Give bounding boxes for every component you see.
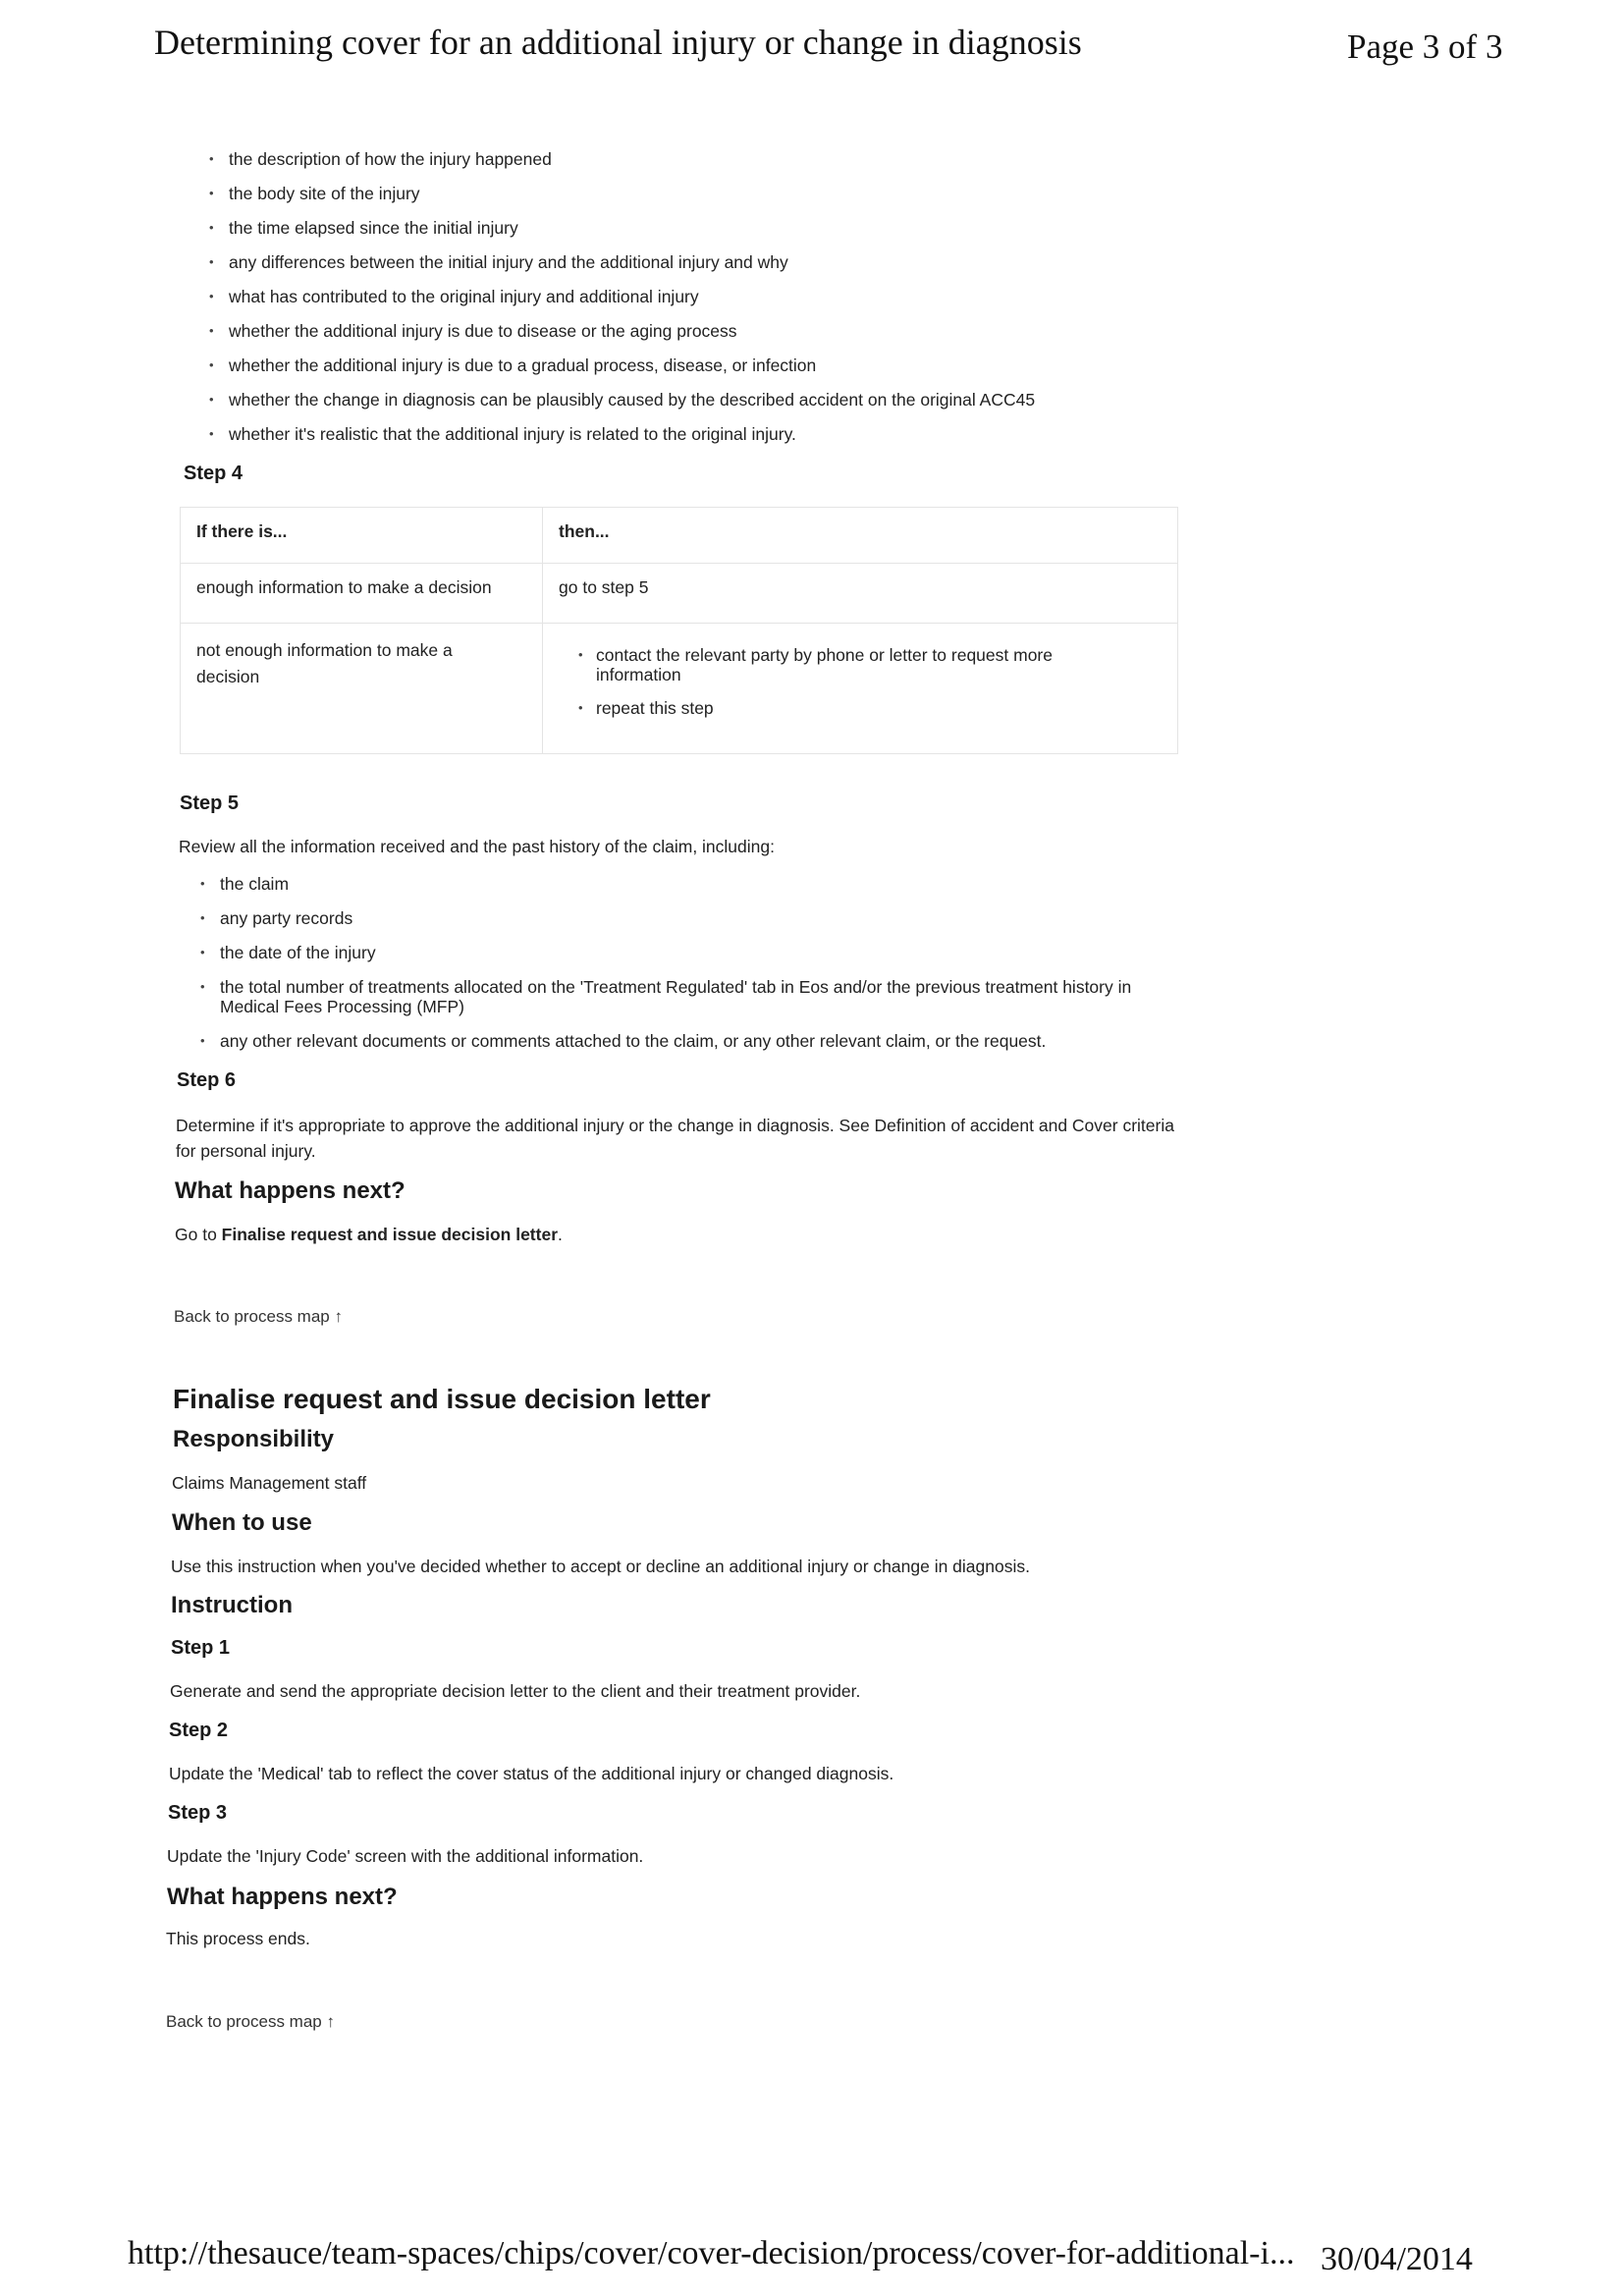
list-item: • the total number of treatments allocated on the 'Treatment Regulated' tab in Eos and/or the previous treatment history in Medical Fees Processing (MFP) [200, 977, 1163, 1016]
finalise-link[interactable]: Finalise request and issue decision letter [221, 1225, 559, 1244]
list-item: • the claim [200, 874, 1182, 894]
table-cell: go to step 5 [543, 564, 1178, 624]
step-6-heading: Step 6 [177, 1069, 237, 1091]
list-item: • the description of how the injury happened [209, 149, 1191, 169]
page-number: Page 3 of 3 [1347, 27, 1503, 66]
finalise-step-3-heading: Step 3 [168, 1802, 228, 1824]
table-row [181, 564, 1178, 624]
what-happens-next-text: Go to Finalise request and issue decision letter. [175, 1225, 563, 1244]
list-item: • what has contributed to the original injury and additional injury [209, 287, 1191, 306]
table-row [181, 624, 1178, 754]
finalise-step-1-text: Generate and send the appropriate decision letter to the client and their treatment provider. [170, 1681, 861, 1701]
list-item: • any party records [200, 908, 1182, 928]
table-header-action: then... [543, 508, 1178, 564]
finalise-what-happens-next-text: This process ends. [166, 1929, 310, 1948]
list-item: • whether the change in diagnosis can be plausibly caused by the described accident on the original ACC45 [209, 390, 1191, 410]
document-title: Determining cover for an additional injury or change in diagnosis [154, 23, 1082, 62]
step-5-heading: Step 5 [180, 793, 240, 814]
list-item: • the time elapsed since the initial injury [209, 218, 1191, 238]
step-5-intro: Review all the information received and the past history of the claim, including: [179, 837, 775, 856]
list-item: • repeat this step [578, 698, 1177, 718]
table-cell [543, 624, 1178, 754]
step-4-table [180, 507, 1178, 754]
finalise-step-1-heading: Step 1 [171, 1637, 231, 1659]
responsibility-heading: Responsibility [173, 1426, 335, 1452]
list-item: • contact the relevant party by phone or letter to request more information [578, 645, 1107, 684]
list-item: • whether the additional injury is due to disease or the aging process [209, 321, 1191, 341]
finalise-what-happens-next-heading: What happens next? [167, 1884, 398, 1910]
what-happens-next-heading: What happens next? [175, 1177, 406, 1204]
footer-url: http://thesauce/team-spaces/chips/cover/cover-decision/process/cover-for-additional-i... [128, 2235, 1295, 2271]
when-to-use-heading: When to use [172, 1509, 312, 1536]
list-item: • any differences between the initial injury and the additional injury and why [209, 252, 1191, 272]
list-item: • whether it's realistic that the additional injury is related to the original injury. [209, 424, 1191, 444]
step-6-text: Determine if it's appropriate to approve the additional injury or the change in diagnosis. See Definition of accident and Cover criteria for personal injury. [176, 1116, 1174, 1161]
step-4-heading: Step 4 [184, 463, 243, 484]
table-cell: not enough information to make a decision [181, 624, 543, 754]
step-5-list [200, 874, 1182, 1051]
list-item: • any other relevant documents or comments attached to the claim, or any other relevant claim, or the request. [200, 1031, 1182, 1051]
table-cell: enough information to make a decision [181, 564, 543, 624]
finalise-section-title: Finalise request and issue decision letter [173, 1384, 711, 1414]
considerations-list [209, 149, 1191, 444]
table-header-condition: If there is... [181, 508, 543, 564]
finalise-step-2-heading: Step 2 [169, 1720, 229, 1741]
list-item: • whether the additional injury is due to a gradual process, disease, or infection [209, 355, 1191, 375]
responsibility-text: Claims Management staff [172, 1473, 367, 1493]
action-list [543, 645, 1177, 718]
back-to-process-map-link[interactable]: Back to process map ↑ [166, 2012, 335, 2031]
finalise-step-2-text: Update the 'Medical' tab to reflect the cover status of the additional injury or changed diagnosis. [169, 1764, 894, 1783]
instruction-heading: Instruction [171, 1592, 293, 1618]
list-item: • the body site of the injury [209, 184, 1191, 203]
footer-date: 30/04/2014 [1321, 2241, 1473, 2277]
finalise-step-3-text: Update the 'Injury Code' screen with the additional information. [167, 1846, 644, 1866]
back-to-process-map-link[interactable]: Back to process map ↑ [174, 1307, 343, 1326]
when-to-use-text: Use this instruction when you've decided whether to accept or decline an additional injury or change in diagnosis. [171, 1557, 1030, 1576]
list-item: • the date of the injury [200, 943, 1182, 962]
